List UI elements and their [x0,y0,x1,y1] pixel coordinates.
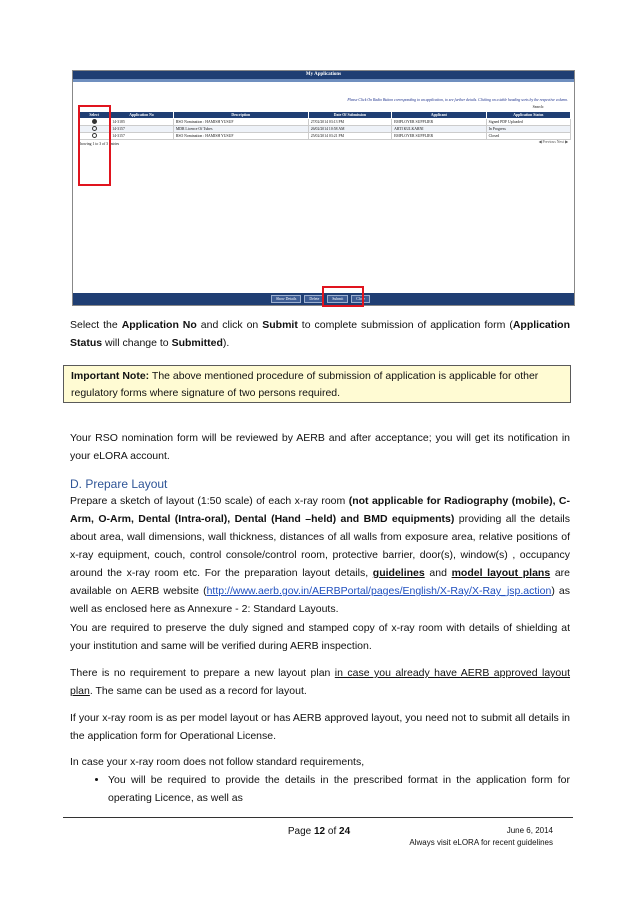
submit-button-highlight [322,286,364,307]
non-standard-paragraph: In case your x-ray room does not follow standard requirements, [70,756,365,768]
screenshot-title: My Applications [73,71,574,79]
model-layout-link[interactable]: model layout plans [451,567,551,579]
table-row[interactable]: 14-3157 RSO Nomination : HAMISH YUSUF 25/02/2014 03:21 PM EMPLOYER SUPPLIER Closed [79,133,571,140]
page-number: Page 12 of 24 [287,826,351,837]
layout-paragraph: Prepare a sketch of layout (1:50 scale) of each x-ray room (not applicable for Radiography (mobile), C-Arm, O-Arm, Dental (Intra-oral), Dental (Hand –held) and BMD equipments) providing all the details about area, wall dimensions, wall thickness, distances of all walls from exposure area, relative positions of x-ray equipment, couch, control console/control room, protective barrier, door(s), window(s) , occupancy around the x-ray room etc. For the preparation layout details, guidelines and model layout plans are available on AERB website (http://www.aerb.gov.in/AERBPortal/pages/English/X-Ray/X-Ray_jsp.action) as well as enclosed here as Annexure - 2: Standard Layouts. [70,495,571,615]
list-item: • You will be required to provide the details in the prescribed format in the application form for operating Licence, as well as [108,771,570,807]
select-column-highlight [78,105,111,186]
applications-screenshot [72,70,575,306]
requirements-list [70,771,570,807]
model-layout-paragraph: If your x-ray room is as per model layout or has AERB approved layout, you need not to submit all details in the application form for Operational License. [70,712,570,742]
rso-review-paragraph: Your RSO nomination form will be reviewed by AERB and after acceptance; you will get its notification in your eLORA account. [70,432,570,462]
entries-count: Showing 1 to 3 of 3 entries [78,142,120,146]
footer-tip: Always visit eLORA for recent guidelines [409,838,553,847]
aerb-website-link[interactable]: http://www.aerb.gov.in/AERBPortal/pages/English/X-Ray/X-Ray_jsp.action [206,585,552,597]
close-button[interactable]: Close [351,295,370,303]
delete-button[interactable]: Delete [304,295,324,303]
pagination[interactable]: ◀ Previous Next ▶ [538,140,568,144]
col-status[interactable]: Application Status [486,112,570,119]
note-text: The above mentioned procedure of submission of application is applicable for other regulatory forms where signature of two persons required. [71,370,539,399]
submit-button[interactable]: Submit [327,295,348,303]
preserve-paragraph: You are required to preserve the duly signed and stamped copy of x-ray room with details of shielding at your institution and same will be verified during AERB inspection. [70,622,570,652]
footer-date: June 6, 2014 [506,826,553,835]
search-label: Search: [532,105,544,109]
important-note-box [63,365,571,403]
col-select[interactable]: Select [79,112,110,119]
table-row[interactable]: 14-3185 RSO Nomination : HAMISH YUSUF 27/02/2014 03:13 PM EMPLOYER SUPPLIER Signed PDF Uploaded [79,119,571,126]
guidelines-link[interactable]: guidelines [372,567,425,579]
col-date[interactable]: Date Of Submission [308,112,391,119]
note-label: Important Note: [71,370,150,382]
applications-table [78,111,571,140]
approved-layout-paragraph: There is no requirement to prepare a new layout plan in case you already have AERB approved layout plan. The same can be used as a record for layout. [70,667,571,697]
col-app-no[interactable]: Application No [110,112,174,119]
table-row[interactable]: 14-3157 MDR Licence Of Tubes 26/02/2014 10:58 AM ARTI KULKARNI In Progress [79,126,571,133]
col-description[interactable]: Description [173,112,308,119]
show-details-button[interactable]: Show Details [271,295,301,303]
screenshot-note: Please Click On Radio Button corresponding to an application, to see further details. Clicking on a table heading sorts by the respective column. [347,98,568,102]
section-heading: D. Prepare Layout [70,477,168,491]
col-applicant[interactable]: Applicant [392,112,487,119]
instruction-paragraph: Select the Application No and click on Submit to complete submission of application form (Application Status will change to Submitted). [70,319,570,349]
